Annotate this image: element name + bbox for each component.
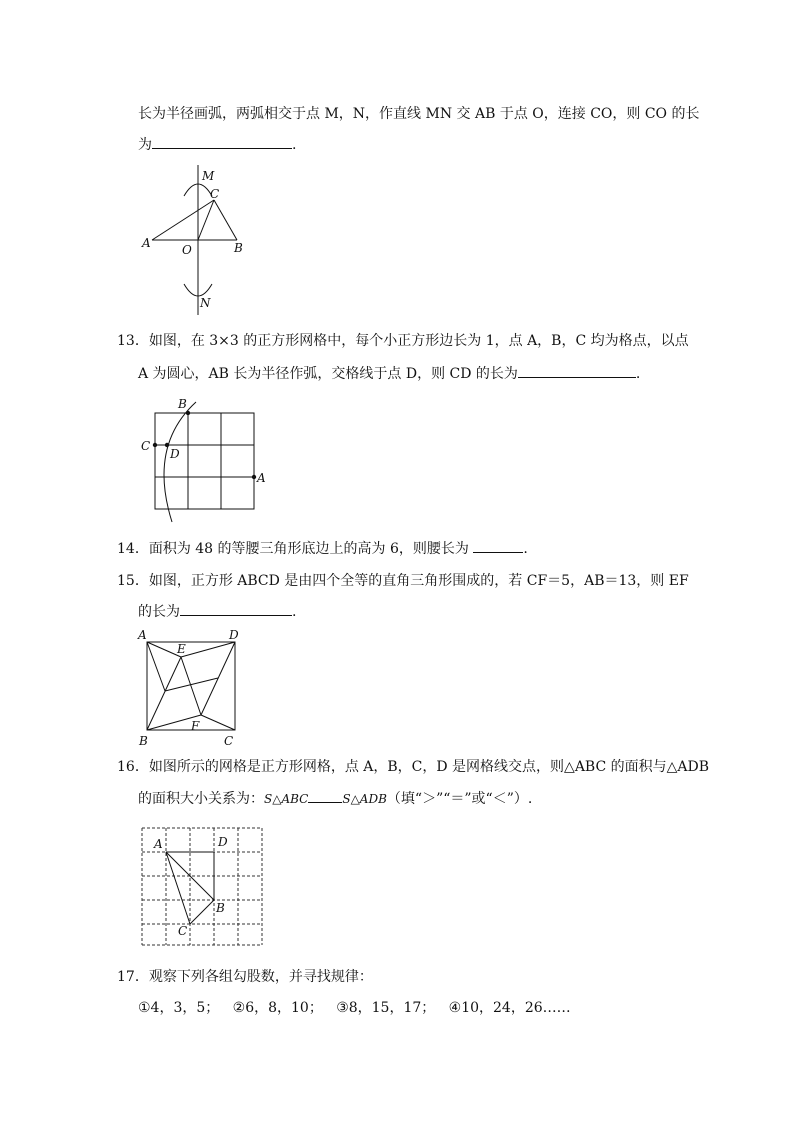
q13-label-c: C (141, 439, 151, 453)
q15-line2-prefix: 的长为 (138, 604, 180, 620)
q13-label-b: B (178, 397, 187, 411)
q15-label-b: B (139, 734, 148, 748)
q13-text-line1: 13．如图，在 3×3 的正方形网格中，每个小正方形边长为 1，点 A，B，C 均为格点，以点 (117, 333, 689, 349)
q13-line2-prefix: A 为圆心，AB 长为半径作弧，交格线于点 D，则 CD 的长为 (138, 366, 518, 382)
q12-line2-suffix: . (292, 137, 297, 153)
q16-text-line2 (138, 788, 532, 809)
q17-groups (138, 998, 571, 1018)
q16-label-d: D (218, 835, 228, 849)
q13-label-d: D (170, 447, 180, 461)
q15-label-d: D (229, 628, 239, 642)
q13-text-line2 (138, 363, 640, 384)
q15-line2-suffix: . (292, 604, 297, 620)
q13-line2-suffix: . (635, 366, 641, 382)
q12-line-ac (152, 200, 214, 240)
q13-label-a: A (257, 471, 266, 485)
q17-group-2: ②6，8，10； (232, 1000, 323, 1016)
q13-grid-border (155, 413, 254, 509)
q12-label-n: N (200, 296, 211, 310)
q15-text-line1: 15．如图，正方形 ABCD 是由四个全等的直角三角形围成的，若 CF＝5，AB＝13，则 EF (117, 573, 689, 589)
q14-answer-blank[interactable] (473, 538, 523, 553)
q15-label-a: A (138, 628, 147, 642)
q16-line2-suffix: （填“＞”“＝”或“＜”）. (386, 791, 533, 807)
q16-s-abc: S△ABC (264, 792, 309, 806)
q15-seg-d-e (181, 642, 235, 657)
q12-text-line2 (138, 134, 296, 155)
q16-label-c: C (178, 924, 188, 938)
q12-label-c: C (210, 187, 220, 201)
q13-point-c (153, 443, 157, 447)
q15-figure (136, 626, 246, 750)
q15-answer-blank[interactable] (180, 601, 292, 616)
q15-text-line2 (138, 601, 296, 622)
q16-label-a: A (154, 837, 163, 851)
q14-text (117, 538, 528, 559)
q17-group-4: ④10，24，26…… (448, 1000, 571, 1016)
q17-group-3: ③8，15，17； (336, 1000, 436, 1016)
q15-label-f: F (191, 719, 200, 733)
q12-label-m: M (202, 169, 215, 183)
q15-seg-b-e (147, 657, 181, 730)
q16-seg-a-c (166, 852, 190, 924)
q15-seg-inner-left (147, 642, 165, 691)
q13-point-b (186, 411, 190, 415)
q16-s-adb: S△ADB (342, 792, 387, 806)
q16-answer-blank[interactable] (308, 788, 342, 803)
q17-text-line1: 17．观察下列各组勾股数，并寻找规律： (117, 969, 373, 985)
q13-answer-blank[interactable] (518, 363, 636, 378)
q15-label-c: C (224, 734, 234, 748)
q14-prefix: 14．面积为 48 的等腰三角形底边上的高为 6，则腰长为 (117, 541, 469, 557)
q16-seg-c-b (190, 900, 214, 924)
q17-group-1: ①4，3，5； (138, 1000, 220, 1016)
q12-answer-blank[interactable] (152, 134, 292, 149)
q16-figure (140, 826, 264, 948)
q16-text-line1: 16．如图所示的网格是正方形网格，点 A，B，C，D 是网格线交点，则△ABC 的面积与△ADB (117, 759, 710, 775)
q13-point-a (252, 475, 256, 479)
q13-figure (138, 394, 273, 526)
q12-label-b: B (234, 241, 243, 255)
q12-label-a: A (142, 236, 151, 250)
q15-seg-inner-top (165, 678, 218, 691)
q15-seg-c-f (201, 715, 235, 730)
q13-point-d (165, 443, 169, 447)
q13-arc (164, 402, 196, 522)
q16-label-b: B (216, 901, 225, 915)
q16-line2-prefix: 的面积大小关系为： (138, 791, 264, 807)
q12-line2-prefix: 为 (138, 137, 152, 153)
q14-suffix: . (523, 541, 528, 557)
q12-line-bc (214, 200, 237, 240)
q15-label-e: E (177, 642, 186, 656)
q12-figure (140, 160, 250, 320)
q12-label-o: O (182, 243, 192, 257)
q12-text-line1: 长为半径画弧，两弧相交于点 M，N，作直线 MN 交 AB 于点 O，连接 CO，则 CO 的长 (138, 106, 700, 122)
q12-line-co (198, 200, 214, 240)
